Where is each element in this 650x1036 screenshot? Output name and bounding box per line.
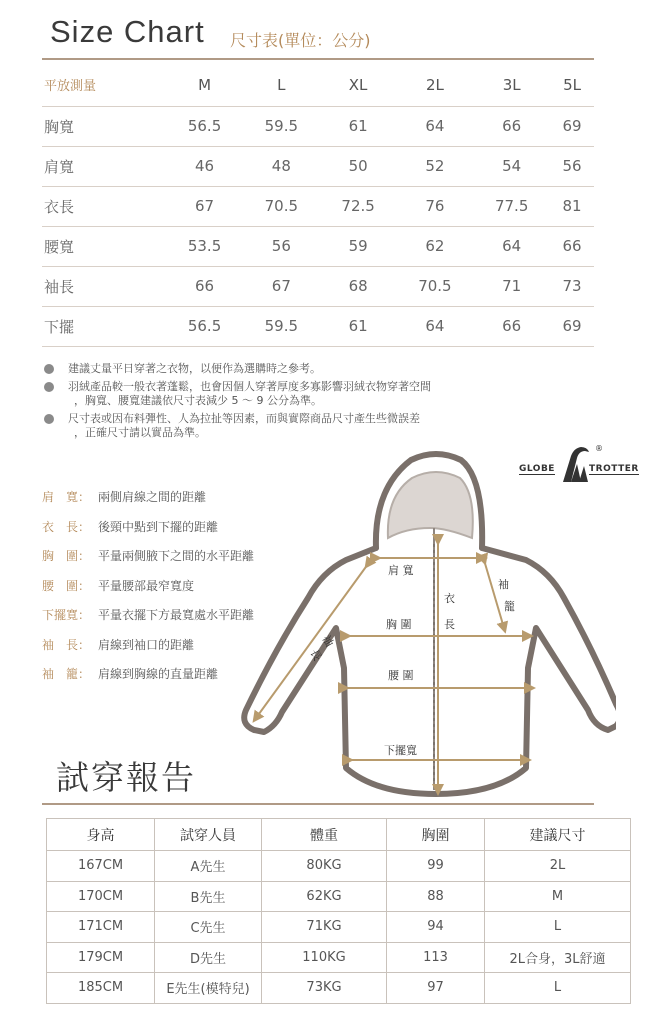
armhole-arrow <box>484 560 504 628</box>
label-length-1: 衣 <box>444 592 455 605</box>
note-item <box>42 380 562 408</box>
size-header: 3L <box>473 64 550 106</box>
size-header: XL <box>320 64 397 106</box>
fit-header: 試穿人員 <box>155 819 262 851</box>
fit-report-title: 試穿報告 <box>56 758 196 797</box>
fit-cell: E先生(模特兒) <box>155 973 262 1004</box>
measurement-value: 67 <box>166 186 243 226</box>
fit-header: 胸圍 <box>387 819 485 851</box>
size-header: L <box>243 64 320 106</box>
bullet-dot <box>44 414 54 424</box>
measurement-value: 59.5 <box>243 106 320 146</box>
size-table-row <box>42 306 594 346</box>
legend-desc: 後頸中點到下擺的距離 <box>98 519 219 534</box>
size-table-header-row <box>42 64 594 106</box>
registered-mark: ® <box>595 444 603 453</box>
fit-cell: 167CM <box>47 851 155 882</box>
fit-cell: L <box>485 912 631 943</box>
page-title: Size Chart <box>50 14 205 49</box>
measurement-value: 69 <box>550 106 594 146</box>
measurement-value: 48 <box>243 146 320 186</box>
fit-header: 建議尺寸 <box>485 819 631 851</box>
measurement-value: 50 <box>320 146 397 186</box>
measurement-value: 66 <box>166 266 243 306</box>
fit-cell: 71KG <box>262 912 387 943</box>
fit-cell: 62KG <box>262 881 387 912</box>
size-chart-header <box>50 14 594 58</box>
note-text-continued: ，正確尺寸請以實品為準。 <box>74 426 206 439</box>
fit-cell: 185CM <box>47 973 155 1004</box>
bullet-dot <box>44 364 54 374</box>
fit-cell: L <box>485 973 631 1004</box>
jacket-measurement-diagram <box>236 448 616 798</box>
fit-cell: C先生 <box>155 912 262 943</box>
fit-table-row <box>47 851 631 882</box>
measurement-value: 72.5 <box>320 186 397 226</box>
label-shoulder: 肩 寬 <box>388 564 414 577</box>
measurement-value: 70.5 <box>397 266 474 306</box>
size-header: 2L <box>397 64 474 106</box>
legend-term: 袖 長： <box>42 637 91 652</box>
size-table-row <box>42 106 594 146</box>
fit-table-row <box>47 973 631 1004</box>
fit-cell: 2L合身，3L舒適 <box>485 942 631 973</box>
measurement-value: 66 <box>550 226 594 266</box>
page-subtitle: 尺寸表(單位：公分) <box>230 31 371 50</box>
legend-desc: 平量兩側腋下之間的水平距離 <box>98 549 255 563</box>
size-table-corner: 平放測量 <box>42 64 166 106</box>
label-waist: 腰 圍 <box>388 669 414 682</box>
measurement-value: 56.5 <box>166 106 243 146</box>
fit-cell: B先生 <box>155 881 262 912</box>
measurement-value: 59.5 <box>243 306 320 346</box>
measurement-label: 下擺 <box>42 306 166 346</box>
measurement-value: 77.5 <box>473 186 550 226</box>
measurement-value: 59 <box>320 226 397 266</box>
title-divider <box>42 58 594 60</box>
measurement-value: 64 <box>397 306 474 346</box>
legend-term: 下擺寬： <box>42 608 91 622</box>
measurement-label: 胸寬 <box>42 106 166 146</box>
label-chest: 胸 圍 <box>386 618 412 631</box>
note-text-continued: ，胸寬、腰寬建議依尺寸表減少 5 ～ 9 公分為準。 <box>74 394 322 407</box>
label-length-2: 長 <box>444 618 455 631</box>
measurement-value: 56.5 <box>166 306 243 346</box>
fit-cell: 113 <box>387 942 485 973</box>
size-table-row <box>42 186 594 226</box>
size-table-row <box>42 146 594 186</box>
fit-cell: 171CM <box>47 912 155 943</box>
fit-table-header-row <box>47 819 631 851</box>
logo-text-right: TROTTER <box>589 464 639 474</box>
measurement-value: 73 <box>550 266 594 306</box>
measurement-value: 76 <box>397 186 474 226</box>
measurement-value: 66 <box>473 106 550 146</box>
fit-cell: 94 <box>387 912 485 943</box>
hood-lining <box>388 472 473 538</box>
fit-cell: 80KG <box>262 851 387 882</box>
measurement-value: 56 <box>550 146 594 186</box>
measurement-value: 68 <box>320 266 397 306</box>
size-header: M <box>166 64 243 106</box>
measurement-value: 69 <box>550 306 594 346</box>
measurement-value: 62 <box>397 226 474 266</box>
label-armhole-2: 籠 <box>504 600 515 613</box>
fit-table-row <box>47 912 631 943</box>
measurement-value: 52 <box>397 146 474 186</box>
diagram-labels <box>307 563 515 757</box>
measurement-label: 衣長 <box>42 186 166 226</box>
fit-cell: 110KG <box>262 942 387 973</box>
note-item <box>42 362 562 376</box>
label-sleeve-2: 長 <box>307 647 325 664</box>
measurement-label: 腰寬 <box>42 226 166 266</box>
notes-list <box>42 362 562 444</box>
measurement-value: 54 <box>473 146 550 186</box>
measurement-value: 67 <box>243 266 320 306</box>
measurement-value: 81 <box>550 186 594 226</box>
fit-cell: 97 <box>387 973 485 1004</box>
fit-report-table <box>46 818 631 1004</box>
fit-table-row <box>47 881 631 912</box>
fit-table-row <box>47 942 631 973</box>
measurement-value: 66 <box>473 306 550 346</box>
note-text: 尺寸表或因布料彈性、人為拉扯等因素，而與實際商品尺寸產生些微誤差 <box>68 412 420 425</box>
measurement-value: 46 <box>166 146 243 186</box>
measurement-value: 53.5 <box>166 226 243 266</box>
legend-term: 衣 長： <box>42 519 91 534</box>
measurement-value: 71 <box>473 266 550 306</box>
label-hem: 下擺寬 <box>384 744 417 757</box>
measurement-value: 61 <box>320 306 397 346</box>
note-item <box>42 412 562 440</box>
legend-term: 腰 圍： <box>42 578 91 593</box>
measurement-label: 袖長 <box>42 266 166 306</box>
label-sleeve-1: 袖 <box>319 633 337 650</box>
fit-cell: 88 <box>387 881 485 912</box>
fit-header: 身高 <box>47 819 155 851</box>
legend-desc: 平量衣擺下方最寬處水平距離 <box>98 608 255 622</box>
fit-cell: 170CM <box>47 881 155 912</box>
measurement-label: 肩寬 <box>42 146 166 186</box>
size-table <box>42 64 594 347</box>
note-text: 羽絨產品較一般衣著蓬鬆，也會因個人穿著厚度多寡影響羽絨衣物穿著空間 <box>68 380 431 393</box>
legend-term: 胸 圍： <box>42 549 91 563</box>
fit-cell: 73KG <box>262 973 387 1004</box>
fit-cell: M <box>485 881 631 912</box>
legend-desc: 平量腰部最窄寬度 <box>98 578 195 593</box>
fit-header: 體重 <box>262 819 387 851</box>
size-header: 5L <box>550 64 594 106</box>
note-text: 建議丈量平日穿著之衣物，以便作為選購時之參考。 <box>68 362 321 375</box>
size-table-row <box>42 266 594 306</box>
legend-term: 袖 籠： <box>42 667 91 681</box>
fit-cell: A先生 <box>155 851 262 882</box>
fit-cell: D先生 <box>155 942 262 973</box>
legend-desc: 肩線到袖口的距離 <box>98 637 195 652</box>
measurement-value: 64 <box>473 226 550 266</box>
logo-text-left: GLOBE <box>519 464 555 474</box>
legend-desc: 肩線到胸線的直量距離 <box>98 667 219 681</box>
fit-report-divider <box>42 803 594 805</box>
fit-cell: 99 <box>387 851 485 882</box>
legend-desc: 兩側肩線之間的距離 <box>98 490 207 504</box>
measurement-value: 64 <box>397 106 474 146</box>
legend-term: 肩 寬： <box>42 490 91 504</box>
measurement-value: 61 <box>320 106 397 146</box>
measurement-value: 56 <box>243 226 320 266</box>
measurement-value: 70.5 <box>243 186 320 226</box>
label-armhole-1: 袖 <box>498 578 509 591</box>
size-table-row <box>42 226 594 266</box>
bullet-dot <box>44 382 54 392</box>
fit-cell: 2L <box>485 851 631 882</box>
fit-cell: 179CM <box>47 942 155 973</box>
